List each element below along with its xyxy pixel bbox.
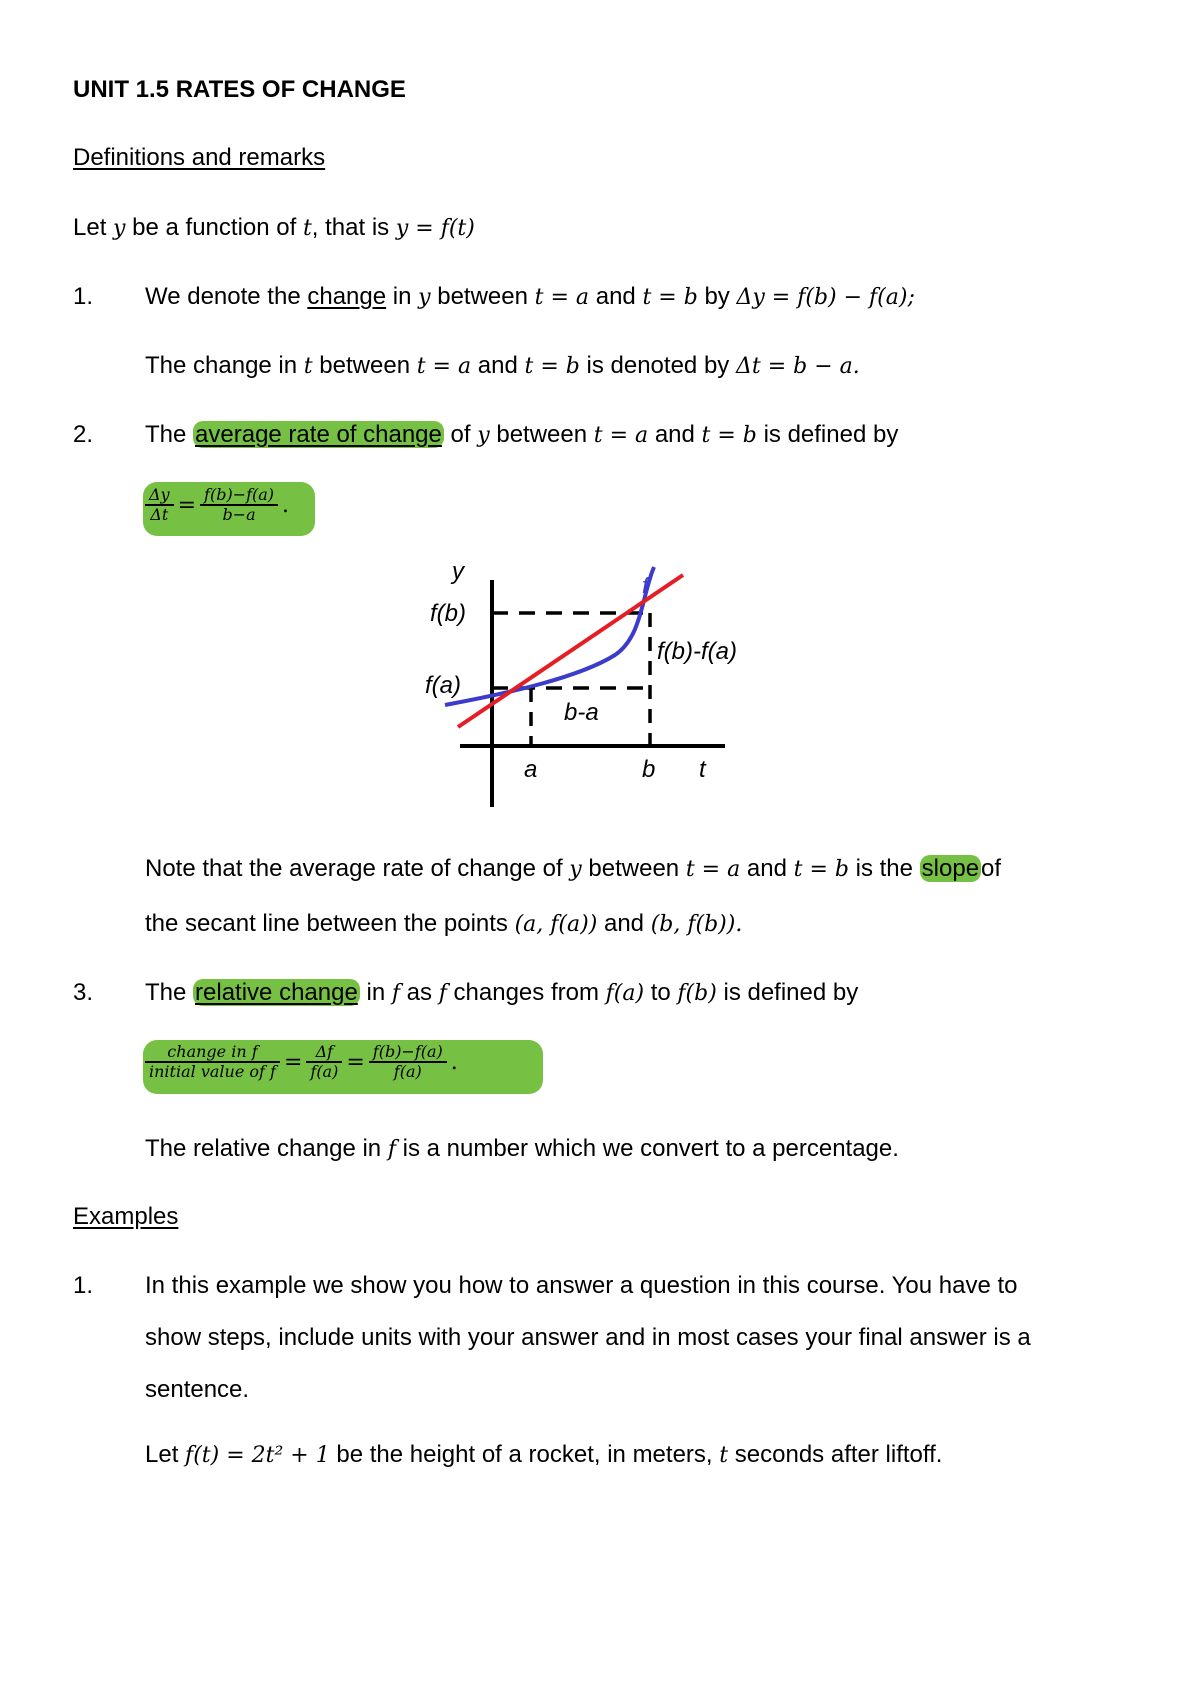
relative-change-note: The relative change in f is a number which we convert to a percentage. bbox=[145, 1135, 899, 1162]
example-1-line-2: show steps, include units with your answer and in most cases your final answer is a bbox=[145, 1324, 1031, 1351]
fb-label: f(b) bbox=[430, 600, 466, 627]
b-minus-a-label: b-a bbox=[564, 699, 599, 726]
item-number-3: 3. bbox=[73, 979, 94, 1006]
fa-label: f(a) bbox=[425, 672, 461, 699]
y-axis-label: y bbox=[452, 558, 464, 585]
b-tick-label: b bbox=[642, 756, 656, 783]
note-line-2: the secant line between the points (a, f(a)) and (b, f(b)). bbox=[145, 910, 743, 937]
t-axis-label: t bbox=[699, 756, 706, 783]
definitions-heading: Definitions and remarks bbox=[73, 144, 326, 171]
a-tick-label: a bbox=[524, 756, 538, 783]
definition-2-line: The average rate of change of y between t = a and t = b is defined by bbox=[145, 421, 899, 448]
page-title: UNIT 1.5 RATES OF CHANGE bbox=[73, 76, 406, 103]
secant-line-graph bbox=[420, 555, 740, 815]
example-1-rocket-line: Let f(t) = 2t² + 1 be the height of a rocket, in meters, t seconds after liftoff. bbox=[145, 1441, 943, 1468]
average-rate-formula: $\frac{\Delta y}{\Delta t}$ = $\frac{f(b)-f(a)}{b-a}$ . bbox=[145, 486, 293, 524]
item-number-2: 2. bbox=[73, 421, 94, 448]
function-curve bbox=[445, 567, 654, 705]
relative-change-formula: $\frac{\text{change in f}}{\text{initial value of f}}$ = $\frac{\Delta f}{f(a)}$ = $\frac{f(b)-f(a)}{f(a)}$ . bbox=[145, 1043, 462, 1081]
intro-line: Let y be a function of t, that is y = f(t) bbox=[73, 214, 475, 241]
example-number-1: 1. bbox=[73, 1272, 94, 1299]
example-1-line-1: In this example we show you how to answer a question in this course. You have to bbox=[145, 1272, 1018, 1299]
example-1-line-3: sentence. bbox=[145, 1376, 250, 1403]
frac-fb-fa-over-b-a: $\frac{f(b)-f(a)}{b-a}$ bbox=[200, 486, 278, 524]
f-curve-label: f bbox=[642, 573, 649, 598]
examples-heading: Examples bbox=[73, 1203, 179, 1230]
definition-1-line: We denote the change in y between t = a and t = b by Δy = f(b) − f(a); bbox=[145, 283, 915, 310]
difference-label: f(b)-f(a) bbox=[657, 638, 737, 665]
definition-1b-line: The change in t between t = a and t = b is denoted by Δt = b − a. bbox=[145, 352, 860, 379]
frac-change-over-initial: $\frac{\text{change in f}}{\text{initial value of f}}$ bbox=[145, 1043, 280, 1081]
definition-3-line: The relative change in f as f changes from f(a) to f(b) is defined by bbox=[145, 979, 859, 1006]
item-number-1: 1. bbox=[73, 283, 94, 310]
frac-delta-f-over-fa: $\frac{\Delta f}{f(a)}$ bbox=[306, 1043, 342, 1081]
frac-fb-fa-over-fa: $\frac{f(b)-f(a)}{f(a)}$ bbox=[369, 1043, 447, 1081]
frac-delta-y-over-delta-t: $\frac{\Delta y}{\Delta t}$ bbox=[145, 486, 174, 524]
note-line-1: Note that the average rate of change of y between t = a and t = b is the slopeof bbox=[145, 855, 1002, 882]
